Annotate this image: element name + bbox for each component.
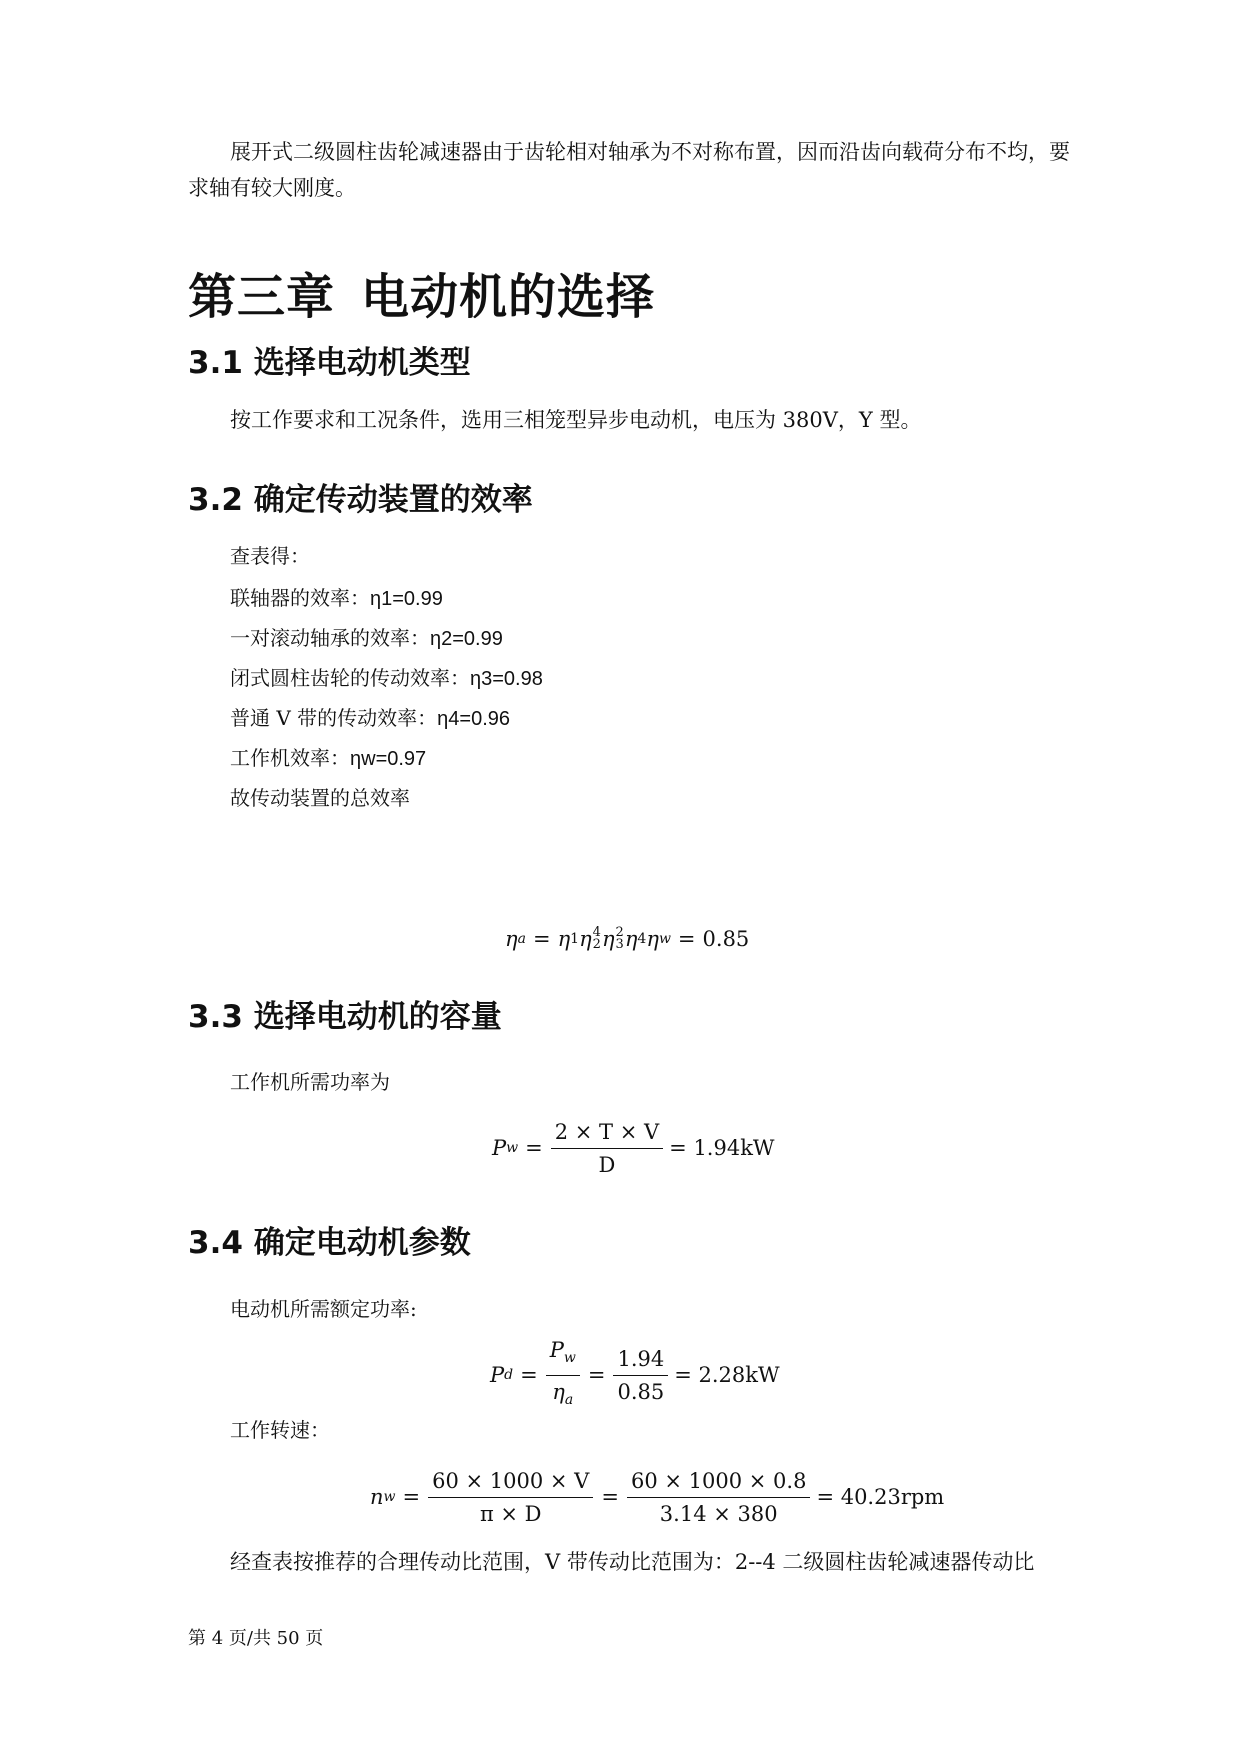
total-efficiency-result: 0.85 <box>702 927 750 951</box>
efficiency-item <box>230 743 426 774</box>
chapter-heading <box>188 258 655 327</box>
efficiency-value: η1=0.99 <box>370 588 443 610</box>
section-heading-3-2: 3.2 确定传动装置的效率 <box>188 482 533 518</box>
efficiency-item <box>230 663 543 694</box>
efficiency-item <box>230 623 503 654</box>
total-efficiency-equation: η a = η 1 η 4 2 η 2 3 η 4 η w = 0.85 <box>505 925 750 952</box>
efficiency-label: 一对滚动轴承的效率： <box>230 626 430 650</box>
work-power-label: 工作机所需功率为 <box>230 1070 390 1094</box>
pd-numerator: 1.94 <box>613 1346 668 1376</box>
efficiency-label: 联轴器的效率： <box>230 586 370 610</box>
intro-paragraph: 展开式二级圆柱齿轮减速器由于齿轮相对轴承为不对称布置，因而沿齿向载荷分布不均，要求轴有较大刚度。 <box>188 140 1070 200</box>
efficiency-label: 闭式圆柱齿轮的传动效率： <box>230 666 470 690</box>
section-3-1-text: 按工作要求和工况条件，选用三相笼型异步电动机，电压为 380V，Y 型。 <box>230 408 922 432</box>
efficiency-value: η2=0.99 <box>430 628 503 650</box>
nw-numerator-2: 60 × 1000 × 0.8 <box>627 1468 810 1498</box>
rated-power-equation: P d = $\frac{P_w}{\eta_a}$ = $\frac{1.94}{0.85}$ = 2.28kW <box>490 1338 780 1408</box>
total-efficiency-label: 故传动装置的总效率 <box>230 786 410 810</box>
efficiency-value: η3=0.98 <box>470 668 543 690</box>
chapter-title: 电动机的选择 <box>361 269 656 325</box>
nw-result: = 40.23rpm <box>816 1485 945 1509</box>
pw-result: = 1.94kW <box>669 1136 775 1160</box>
pd-denominator: 0.85 <box>617 1379 665 1404</box>
lookup-text: 查表得： <box>230 544 310 568</box>
nw-numerator-1: 60 × 1000 × V <box>428 1468 593 1498</box>
nw-denominator-1: π × D <box>479 1501 542 1526</box>
efficiency-label: 工作机效率： <box>230 746 350 770</box>
section-heading-3-1: 3.1 选择电动机类型 <box>188 345 471 381</box>
efficiency-label: 普通 V 带的传动效率： <box>230 706 438 730</box>
pw-denominator: D <box>598 1152 616 1177</box>
pd-result: = 2.28kW <box>674 1363 780 1387</box>
efficiency-item <box>230 583 443 614</box>
efficiency-value: ηw=0.97 <box>350 748 427 770</box>
speed-equation: n w = $\frac{60 \times 1000 \times V}{\pi \times D}$ = $\frac{60 \times 1000 \times 0.8}{3.14 \times 380}$ = 40.23rpm <box>370 1468 945 1526</box>
chapter-number: 第三章 <box>188 269 336 325</box>
rated-power-label: 电动机所需额定功率: <box>230 1297 417 1321</box>
efficiency-value: η4=0.96 <box>437 708 511 730</box>
work-power-equation: P w = $\frac{2 \times T \times V}{D}$ = 1.94kW <box>492 1119 775 1177</box>
speed-label: 工作转速： <box>230 1418 330 1442</box>
section-heading-3-4: 3.4 确定电动机参数 <box>188 1225 471 1261</box>
section-heading-3-3: 3.3 选择电动机的容量 <box>188 999 502 1035</box>
nw-denominator-2: 3.14 × 380 <box>659 1501 778 1526</box>
ratio-text: 经查表按推荐的合理传动比范围，V 带传动比范围为：2--4 二级圆柱齿轮减速器传动比 <box>230 1550 1035 1574</box>
pw-numerator: 2 × T × V <box>551 1119 663 1149</box>
page-footer: 第 4 页/共 50 页 <box>188 1628 324 1649</box>
efficiency-item <box>230 703 510 734</box>
